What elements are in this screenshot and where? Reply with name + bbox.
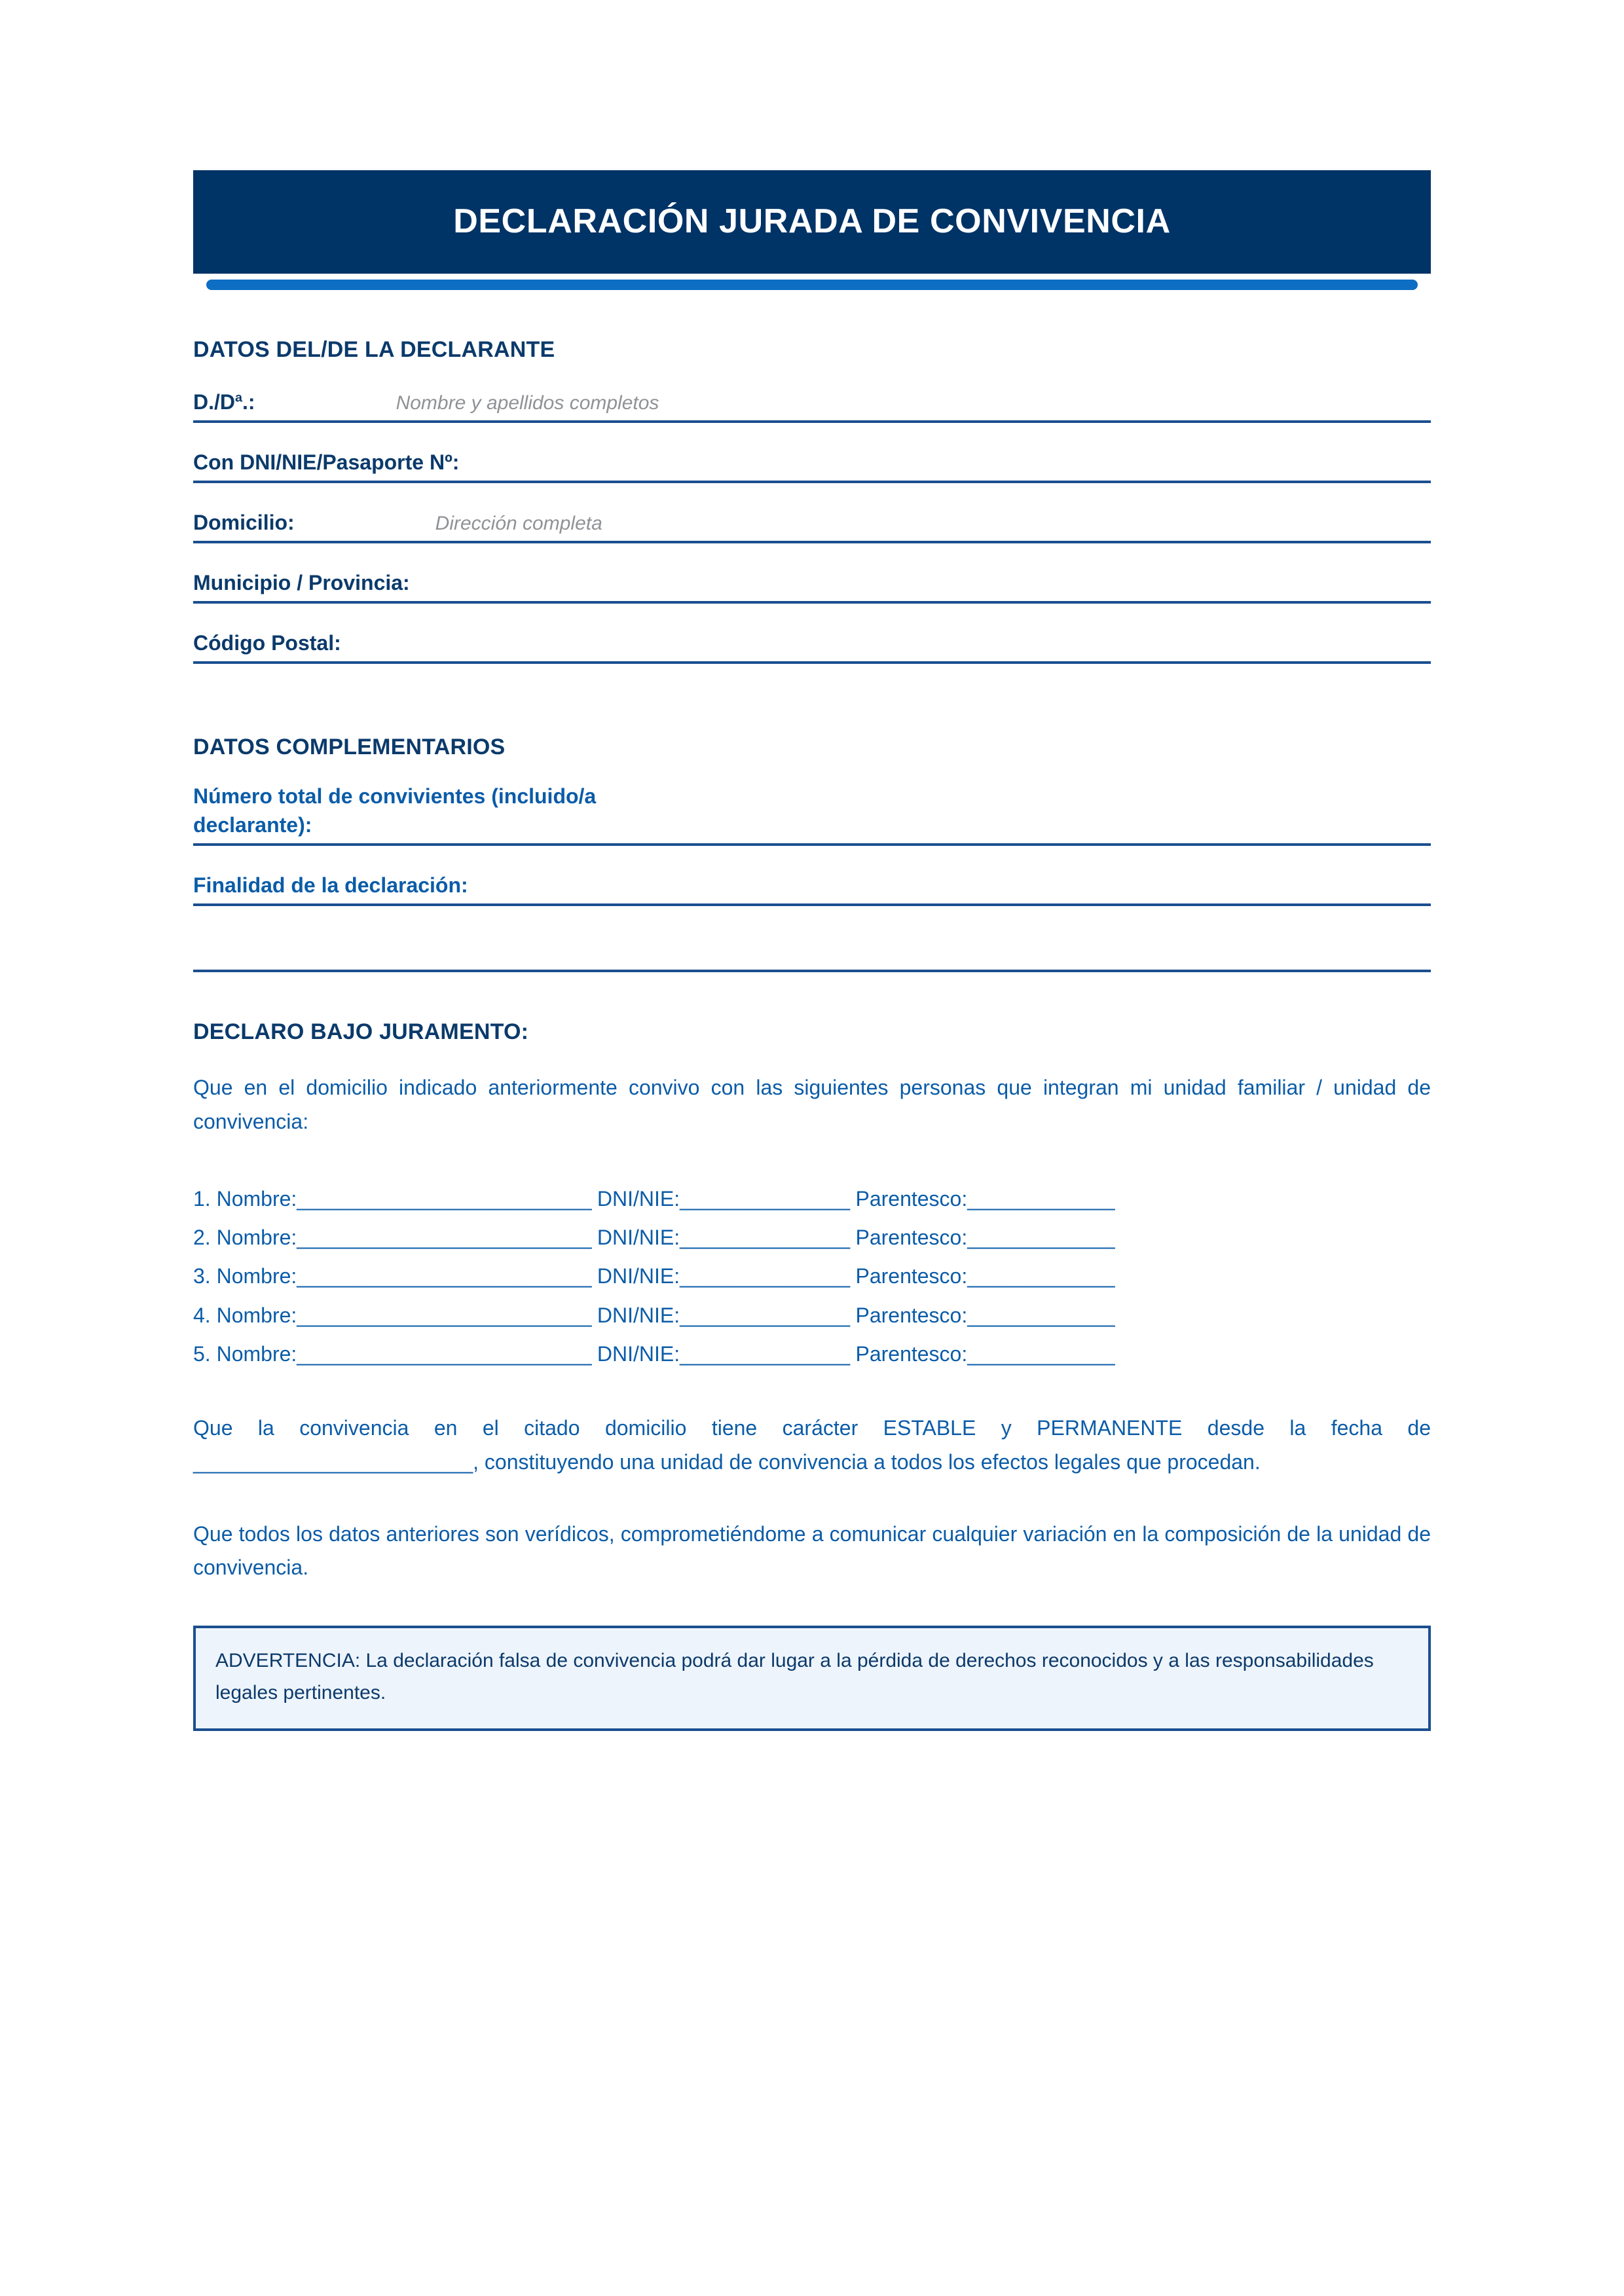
cohabitant-row[interactable]: [193, 1296, 1431, 1335]
field-placeholder-address: Dirección completa: [435, 513, 602, 534]
document-title: DECLARACIÓN JURADA DE CONVIVENCIA: [453, 202, 1171, 241]
cohabitant-dni-fill[interactable]: _______________: [680, 1303, 850, 1327]
field-row-cohabitant-count[interactable]: [193, 782, 1431, 846]
cohabitant-dni-fill[interactable]: _______________: [680, 1264, 850, 1288]
field-label-cohabitant-count-line2: declarante):: [193, 813, 312, 837]
field-label-full-name-post: .:: [242, 390, 255, 414]
cohabitant-relation-label: Parentesco:: [855, 1264, 968, 1288]
field-row-postal-code[interactable]: [193, 625, 1431, 664]
field-label-full-name-sup: a: [235, 390, 243, 405]
field-label-full-name: [193, 390, 255, 414]
field-label-postal-code: Código Postal:: [193, 631, 341, 655]
cohabitant-relation-fill[interactable]: _____________: [967, 1341, 1115, 1366]
field-label-municipality-province: Municipio / Provincia:: [193, 571, 410, 594]
cohabitant-name-fill[interactable]: __________________________: [297, 1226, 591, 1250]
cohabitant-row[interactable]: [193, 1257, 1431, 1296]
cohabitant-relation-label: Parentesco:: [855, 1341, 968, 1366]
cohabitant-dni-label: DNI/NIE:: [597, 1186, 680, 1211]
cohabitant-row[interactable]: [193, 1335, 1431, 1374]
cohabitant-relation-label: Parentesco:: [855, 1303, 968, 1327]
declaration-intro-paragraph: Que en el domicilio indicado anteriormente convivo con las siguientes personas que integran mi unidad familiar / unidad de convivencia:: [193, 1076, 1431, 1134]
cohabitant-name-label: Nombre:: [216, 1341, 297, 1366]
section-heading-declarant: DATOS DEL/DE LA DECLARANTE: [193, 337, 555, 362]
warning-text: ADVERTENCIA: La declaración falsa de convivencia podrá dar lugar a la pérdida de derechos reconocidos y a las responsabilidades legales pertinentes.: [215, 1650, 1374, 1704]
field-label-purpose: Finalidad de la declaración:: [193, 873, 468, 898]
cohabitant-relation-fill[interactable]: _____________: [967, 1226, 1115, 1250]
field-row-purpose[interactable]: [193, 867, 1431, 906]
cohabitant-row-index: 3.: [193, 1264, 211, 1288]
cohabitant-dni-fill[interactable]: _______________: [680, 1226, 850, 1250]
field-placeholder-full-name: Nombre y apellidos completos: [396, 392, 659, 414]
cohabitant-name-label: Nombre:: [216, 1264, 297, 1288]
field-row-address[interactable]: [193, 505, 1431, 543]
cohabitant-row[interactable]: [193, 1218, 1431, 1257]
cohabitant-name-fill[interactable]: __________________________: [297, 1341, 591, 1366]
cohabitant-relation-label: Parentesco:: [855, 1186, 968, 1211]
cohabitant-row-index: 4.: [193, 1303, 211, 1327]
cohabitant-relation-fill[interactable]: _____________: [967, 1264, 1115, 1288]
cohabitant-dni-fill[interactable]: _______________: [680, 1341, 850, 1366]
declaration-truthfulness-paragraph: Que todos los datos anteriores son verídicos, comprometiéndome a comunicar cualquier variación en la composición de la unidad de convivencia.: [193, 1522, 1431, 1580]
cohabitant-dni-label: DNI/NIE:: [597, 1303, 680, 1327]
cohabitant-name-label: Nombre:: [216, 1186, 297, 1211]
cohabitant-name-fill[interactable]: __________________________: [297, 1186, 591, 1211]
cohabitant-relation-fill[interactable]: _____________: [967, 1186, 1115, 1211]
cohabitant-dni-label: DNI/NIE:: [597, 1341, 680, 1366]
declaration-stability-paragraph: Que la convivencia en el citado domicilio tiene carácter ESTABLE y PERMANENTE desde la fecha de ________________________, constituyendo una unidad de convivencia a todos los efectos legales que procedan.: [193, 1415, 1431, 1474]
section-heading-declaration: DECLARO BAJO JURAMENTO:: [193, 1019, 529, 1045]
cohabitant-row[interactable]: [193, 1180, 1431, 1218]
cohabitant-name-fill[interactable]: __________________________: [297, 1264, 591, 1288]
cohabitant-name-label: Nombre:: [216, 1226, 297, 1250]
document-header-banner: [193, 170, 1431, 274]
field-row-id-number[interactable]: [193, 445, 1431, 483]
cohabitant-dni-fill[interactable]: _______________: [680, 1186, 850, 1211]
cohabitant-dni-label: DNI/NIE:: [597, 1264, 680, 1288]
section-heading-complementary: DATOS COMPLEMENTARIOS: [193, 735, 506, 759]
cohabitant-relation-label: Parentesco:: [855, 1226, 968, 1250]
cohabitant-name-fill[interactable]: __________________________: [297, 1303, 591, 1327]
cohabitant-row-index: 5.: [193, 1341, 211, 1366]
field-row-municipality-province[interactable]: [193, 565, 1431, 604]
field-row-full-name[interactable]: [193, 384, 1431, 423]
field-label-id-number: Con DNI/NIE/Pasaporte Nº:: [193, 450, 460, 474]
cohabitant-row-index: 2.: [193, 1226, 211, 1250]
cohabitant-entry-list: [193, 1180, 1431, 1374]
header-accent-bar: [206, 280, 1418, 290]
cohabitant-relation-fill[interactable]: _____________: [967, 1303, 1115, 1327]
field-label-full-name-pre: D./D: [193, 390, 235, 414]
warning-box: [193, 1626, 1431, 1731]
field-label-address: Domicilio:: [193, 511, 295, 534]
field-row-purpose-continuation[interactable]: [193, 926, 1431, 972]
cohabitant-name-label: Nombre:: [216, 1303, 297, 1327]
cohabitant-row-index: 1.: [193, 1186, 211, 1211]
cohabitant-dni-label: DNI/NIE:: [597, 1226, 680, 1250]
field-label-cohabitant-count-line1: Número total de convivientes (incluido/a: [193, 784, 597, 808]
